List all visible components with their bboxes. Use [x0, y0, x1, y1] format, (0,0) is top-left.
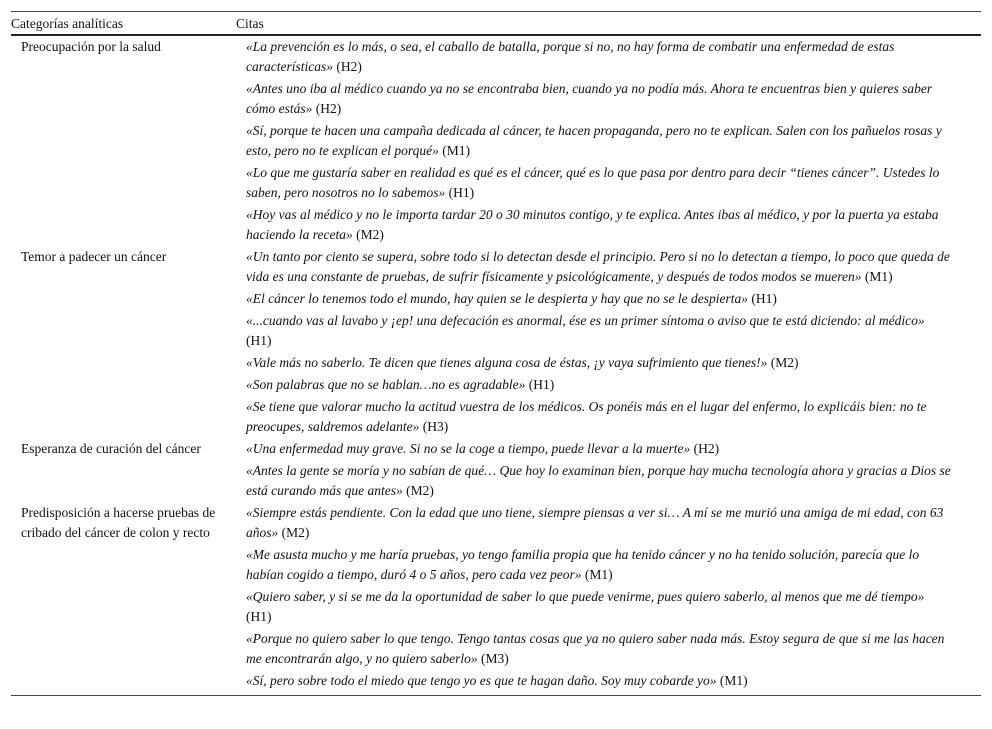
category-cell: Temor a padecer un cáncer: [21, 249, 167, 264]
table-row: [11, 35, 981, 246]
participant-code: (H1): [246, 609, 272, 624]
table-header-row: [11, 12, 981, 36]
quotes-cell: [236, 438, 981, 502]
participant-code: (M1): [584, 567, 613, 582]
participant-code: (H2): [315, 101, 342, 116]
quote-text: «Sí, pero sobre todo el miedo que tengo yo es que te hagan daño. Soy muy cobarde yo»: [246, 673, 717, 688]
quote-item: [246, 586, 953, 628]
quote-item: [246, 460, 953, 502]
quote-text: «Una enfermedad muy grave. Si no se la coge a tiempo, puede llevar a la muerte»: [246, 441, 691, 456]
quote-text: «Vale más no saberlo. Te dicen que tienes alguna cosa de éstas, ¡y vaya sufrimiento que tienes!»: [246, 355, 768, 370]
quote-text: «La prevención es lo más, o sea, el caballo de batalla, porque si no, no hay forma de combatir una enfermedad de estas características»: [246, 39, 895, 74]
quote-item: [246, 352, 953, 374]
quote-item: [246, 374, 953, 396]
participant-code: (H1): [528, 377, 555, 392]
category-cell: Preocupación por la salud: [21, 39, 161, 54]
participant-code: (M1): [719, 673, 748, 688]
participant-code: (M3): [480, 651, 509, 666]
participant-code: (H1): [751, 291, 777, 306]
participant-code: (H2): [693, 441, 720, 456]
quote-text: «Lo que me gustaría saber en realidad es qué es el cáncer, qué es lo que pasa por dentro para decir “tienes cáncer”. Ustedes lo saben, pero nosotros no lo sabemos»: [246, 165, 940, 200]
participant-code: (M1): [442, 143, 470, 158]
category-cell: Predisposición a hacerse pruebas de cribado del cáncer de colon y recto: [11, 502, 236, 696]
header-categories: Categorías analíticas: [11, 12, 236, 36]
participant-code: (M2): [770, 355, 799, 370]
quote-item: [246, 246, 953, 288]
quote-text: «Siempre estás pendiente. Con la edad que uno tiene, siempre piensas a ver si… A mí se me murió una amiga de mi edad, con 63 años»: [246, 505, 944, 540]
quote-item: [246, 204, 953, 246]
quote-text: «...cuando vas al lavabo y ¡ep! una defecación es anormal, ése es un primer síntoma o aviso que te está diciendo: al médico»: [246, 313, 925, 328]
qualitative-table-container: [11, 11, 981, 696]
participant-code: (M2): [356, 227, 384, 242]
participant-code: (M1): [864, 269, 893, 284]
quotes-cell: [236, 246, 981, 438]
quote-item: [246, 310, 953, 352]
participant-code: (H1): [448, 185, 475, 200]
quotes-cell: [236, 502, 981, 696]
quote-item: [246, 162, 953, 204]
header-quotes: Citas: [236, 12, 981, 36]
quote-text: «Porque no quiero saber lo que tengo. Tengo tantas cosas que ya no quiero saber nada más. Estoy segura de que si me las hacen me encontrarán algo, y no quiero saberlo»: [246, 631, 945, 666]
participant-code: (M2): [281, 525, 310, 540]
quote-item: [246, 396, 953, 438]
table-body: [11, 35, 981, 696]
participant-code: (H1): [246, 333, 272, 348]
quote-item: [246, 438, 953, 460]
quote-item: [246, 288, 953, 310]
categories-quotes-table: [11, 11, 981, 696]
quote-text: «El cáncer lo tenemos todo el mundo, hay quien se le despierta y hay que no se le despierta»: [246, 291, 749, 306]
quote-text: «Son palabras que no se hablan…no es agradable»: [246, 377, 526, 392]
quote-text: «Un tanto por ciento se supera, sobre todo si lo detectan desde el principio. Pero si no lo detectan a tiempo, lo poco que queda de vida es una constante de pruebas, de sufrir físicamente y psicológicamente, y después de todos modos se mueren»: [246, 249, 950, 284]
quote-text: «Antes la gente se moría y no sabían de qué… Que hoy lo examinan bien, porque hay mucha tecnología ahora y gracias a Dios se está curando más que antes»: [246, 463, 951, 498]
quote-item: [246, 628, 953, 670]
participant-code: (M2): [406, 483, 434, 498]
quote-item: [246, 36, 953, 78]
table-row: [11, 246, 981, 438]
quote-item: [246, 544, 953, 586]
table-row: [11, 438, 981, 502]
table-row: [11, 502, 981, 696]
quote-text: «Quiero saber, y si se me da la oportunidad de saber lo que puede venirme, pues quiero saberlo, al menos que me dé tiempo»: [246, 589, 925, 604]
participant-code: (H3): [422, 419, 449, 434]
quotes-cell: [236, 35, 981, 246]
quote-text: «Se tiene que valorar mucho la actitud vuestra de los médicos. Os ponéis más en el lugar del enfermo, lo explicáis bien: no te preocupes, saldremos adelante»: [246, 399, 927, 434]
quote-item: [246, 670, 953, 692]
quote-text: «Antes uno iba al médico cuando ya no se encontraba bien, cuando ya no podía más. Ahora te encuentras bien y quieres saber cómo estás»: [246, 81, 933, 116]
quote-item: [246, 120, 953, 162]
quote-text: «Sí, porque te hacen una campaña dedicada al cáncer, te hacen propaganda, pero no te explican. Salen con los pañuelos rosas y esto, pero no te explican el porqué»: [246, 123, 942, 158]
quote-text: «Me asusta mucho y me haría pruebas, yo tengo familia propia que ha tenido cáncer y no ha tenido solución, parecía que lo habían cogido a tiempo, duró 4 o 5 años, pero cada vez peor»: [246, 547, 920, 582]
category-cell: Esperanza de curación del cáncer: [21, 441, 201, 456]
quote-item: [246, 78, 953, 120]
quote-item: [246, 502, 953, 544]
participant-code: (H2): [336, 59, 362, 74]
quote-text: «Hoy vas al médico y no le importa tardar 20 o 30 minutos contigo, y te explica. Antes ibas al médico, y por la puerta ya estaba haciendo la receta»: [246, 207, 939, 242]
